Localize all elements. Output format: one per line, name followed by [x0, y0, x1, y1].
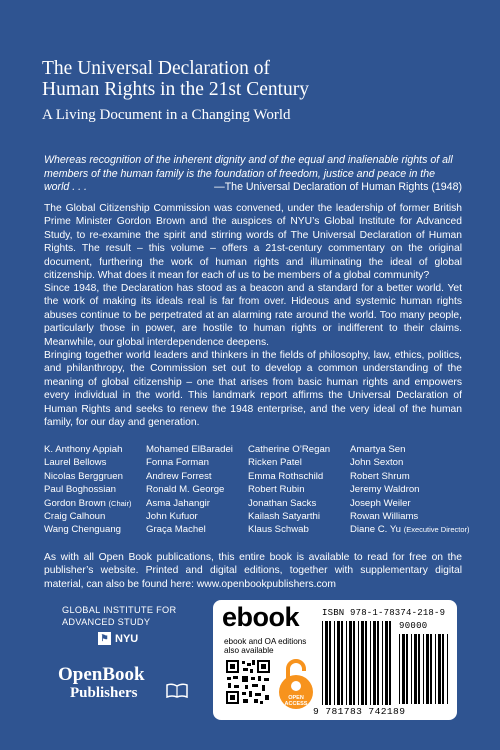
- publisher-line-1: OpenBook: [58, 664, 145, 685]
- barcode-bar: [426, 634, 429, 704]
- commissioner-name: Diane C. Yu: [350, 524, 402, 536]
- barcode-bar: [399, 634, 400, 704]
- commissioner-name: Jonathan Sacks: [248, 497, 317, 509]
- commissioner-name: Ronald M. George: [146, 484, 225, 496]
- commissioner-name: Graça Machel: [146, 524, 206, 536]
- barcode-bar: [353, 621, 355, 705]
- book-subtitle: A Living Document in a Changing World: [42, 107, 291, 123]
- blurb-paragraph-2: Since 1948, the Declaration has stood as a beacon and a standard for a better world. Yet the work of making its ideals real is far from over. Hideous and systemic human rights abuses continue to be perpetrated at an alarming rate around the world. Too many people, particularly those in power, are hostile to human rights or indifferent to their claims. Meanwhile, our global interdependence deepens.: [44, 283, 462, 348]
- commissioner-list-column-2: [146, 443, 233, 537]
- barcode-bar: [385, 621, 388, 705]
- barcode-bar: [334, 621, 335, 705]
- commissioner-name: Gordon Brown: [44, 497, 106, 509]
- publisher-line-2: Publishers: [70, 685, 138, 701]
- ebook-note: ebook and OA editions also available: [224, 637, 307, 656]
- qr-code-icon: [225, 659, 271, 705]
- barcode-bar: [337, 621, 340, 705]
- commissioner-name: John Kufuor: [146, 511, 198, 523]
- barcode-bar: [423, 634, 424, 704]
- barcode-bar: [402, 634, 405, 704]
- commissioner-name: Klaus Schwab: [248, 524, 309, 536]
- blurb-paragraph-3: Bringing together world leaders and thinkers in the fields of philosophy, law, ethics, politics, and philanthropy, the Commission set out to develop a common understanding of the meaning of global citizenship – one that arises from basic human rights and empowers every individual in the world. This landmark report affirms the Universal Declaration of Human Rights and seeks to renew the 1948 enterprise, and the very ideal of the human family, for our day and generation.: [44, 350, 462, 429]
- barcode-bar: [430, 634, 432, 704]
- barcode-bar: [377, 621, 379, 705]
- price-code: 90000: [399, 621, 428, 631]
- barcode-bar: [329, 621, 331, 705]
- director-note: (Executive Director): [403, 525, 470, 535]
- barcode-bar: [414, 634, 417, 704]
- barcode-panel: [213, 600, 457, 720]
- barcode-bar: [442, 634, 444, 704]
- commissioner-name: John Sexton: [350, 457, 404, 469]
- nyu-label: NYU: [115, 632, 139, 645]
- commissioner-list-column-3: [248, 443, 330, 537]
- barcode-bar: [322, 621, 323, 705]
- commissioner-name: Nicolas Berggruen: [44, 470, 123, 482]
- barcode-bar: [341, 621, 343, 705]
- barcode-bar: [358, 621, 359, 705]
- commissioner-name: Laurel Bellows: [44, 457, 107, 469]
- barcode-bar: [411, 634, 412, 704]
- oa-badge-line-2: ACCESS: [284, 701, 308, 707]
- open-book-icon: [166, 682, 188, 698]
- commissioner-name: Craig Calhoun: [44, 511, 106, 523]
- commissioner-name: Emma Rothschild: [248, 470, 324, 482]
- institute-line-1: GLOBAL INSTITUTE FOR: [62, 605, 177, 615]
- ean-barcode: [322, 621, 392, 705]
- commissioner-name: Andrew Forrest: [146, 470, 212, 482]
- barcode-bar: [361, 621, 364, 705]
- barcode-bar: [325, 621, 328, 705]
- commissioner-name: Wang Chenguang: [44, 524, 121, 536]
- commissioner-name: Rowan Williams: [350, 511, 419, 523]
- barcode-bar: [346, 621, 347, 705]
- commissioner-name: Joseph Weiler: [350, 497, 411, 509]
- price-barcode-bars: [399, 634, 448, 704]
- title-line-2: Human Rights in the 21st Century: [42, 79, 310, 100]
- barcode-bar: [438, 634, 441, 704]
- barcode-bar: [349, 621, 352, 705]
- commissioner-name: Robert Rubin: [248, 484, 305, 496]
- oa-badge-line-1: OPEN: [288, 695, 304, 701]
- commissioner-name: Fonna Forman: [146, 457, 209, 469]
- commissioner-name: Asma Jahangir: [146, 497, 210, 509]
- commissioner-name: Robert Shrum: [350, 470, 410, 482]
- chair-note: (Chair): [108, 498, 132, 508]
- commissioner-name: K. Anthony Appiah: [44, 444, 123, 455]
- barcode-bar: [370, 621, 371, 705]
- institute-logo-text: [62, 604, 192, 628]
- price-barcode: [399, 634, 449, 704]
- commissioner-name: Ricken Patel: [248, 457, 302, 469]
- barcode-bars: [322, 621, 391, 705]
- institute-line-2: ADVANCED STUDY: [62, 617, 151, 627]
- isbn: ISBN 978-1-78374-218-9: [322, 608, 446, 618]
- quote-attribution: —The Universal Declaration of Human Rights (1948): [214, 181, 462, 193]
- commissioner-name: Jeremy Waldron: [350, 484, 420, 496]
- publisher-logo: [58, 666, 145, 702]
- barcode-bar: [435, 634, 436, 704]
- barcode-bar: [382, 621, 383, 705]
- commissioner-name: Kailash Satyarthi: [248, 511, 320, 523]
- commissioner-name-chair: [44, 497, 131, 510]
- commissioner-name: Paul Boghossian: [44, 484, 117, 496]
- open-access-note: As with all Open Book publications, this entire book is available to read for free on the publisher’s website. Printed and digital editions, together with supplementary digital material, can also be found here: www.openbookpublishers.com: [44, 552, 462, 590]
- book-title: [42, 58, 462, 100]
- barcode-bar: [373, 621, 376, 705]
- open-access-icon: [276, 658, 316, 710]
- ean-number: 9 781783 742189: [313, 706, 406, 717]
- barcode-bar: [389, 621, 391, 705]
- commissioner-name: Catherine O’Regan: [248, 444, 331, 455]
- nyu-logo: [98, 632, 138, 645]
- barcode-bar: [418, 634, 420, 704]
- barcode-bar: [447, 634, 448, 704]
- barcode-bar: [365, 621, 367, 705]
- commissioner-list-column-4: [350, 443, 470, 537]
- commissioner-list-column-1: [44, 443, 131, 537]
- udhr-quote: Whereas recognition of the inherent dignity and of the equal and inalienable rights of all members of the human family is the foundation of freedom, justice and peace in the world . . .: [44, 154, 453, 194]
- title-line-1: The Universal Declaration of: [42, 58, 270, 79]
- ebook-label: ebook: [222, 602, 300, 632]
- torch-icon: ⚑: [98, 632, 111, 645]
- commissioner-name: Mohamed ElBaradei: [146, 444, 233, 455]
- commissioner-name: Amartya Sen: [350, 444, 406, 455]
- commissioner-name-director: [350, 523, 470, 536]
- blurb-paragraph-1: The Global Citizenship Commission was convened, under the leadership of former British Prime Minister Gordon Brown and the auspices of NYU’s Global Institute for Advanced Study, to re-examine the spirit and stirring words of The Universal Declaration of Human Rights. The result – this volume – offers a 21st-century commentary on the original document, furthering the work of human rights and illuminating the ideal of global citizenship. What does it mean for each of us to be members of a global community?: [44, 203, 462, 282]
- barcode-bar: [406, 634, 408, 704]
